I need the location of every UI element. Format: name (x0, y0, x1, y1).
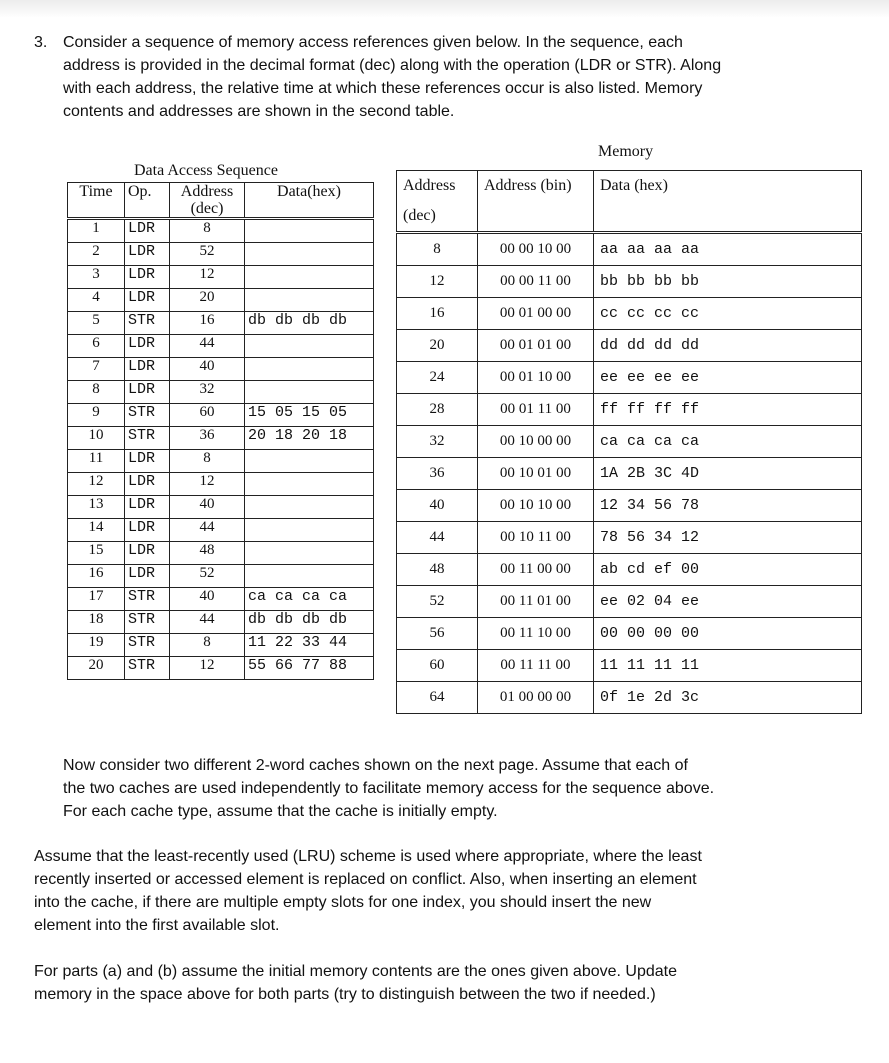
cell-mem-dec: 16 (397, 298, 478, 330)
cell-time: 5 (68, 312, 125, 335)
cell-op: LDR (125, 335, 170, 358)
cell-data (245, 519, 374, 542)
cell-data: 55 66 77 88 (245, 657, 374, 680)
cell-op: LDR (125, 496, 170, 519)
header-mem-data: Data (hex) (594, 171, 862, 233)
cell-address: 44 (170, 519, 245, 542)
cell-data (245, 565, 374, 588)
cell-data: 11 22 33 44 (245, 634, 374, 657)
cell-mem-bin: 00 11 00 00 (478, 554, 594, 586)
cell-op: STR (125, 611, 170, 634)
memory-row (397, 362, 862, 394)
cell-mem-data: aa aa aa aa (594, 233, 862, 266)
cell-mem-bin: 00 10 01 00 (478, 458, 594, 490)
cell-time: 11 (68, 450, 125, 473)
cell-mem-dec: 36 (397, 458, 478, 490)
question-number: 3. (34, 34, 48, 51)
cell-address: 60 (170, 404, 245, 427)
cell-mem-dec: 60 (397, 650, 478, 682)
cell-mem-data: 00 00 00 00 (594, 618, 862, 650)
cell-time: 13 (68, 496, 125, 519)
cell-time: 18 (68, 611, 125, 634)
cell-mem-bin: 00 01 11 00 (478, 394, 594, 426)
sequence-row (68, 473, 374, 496)
memory-row (397, 522, 862, 554)
cell-data: ca ca ca ca (245, 588, 374, 611)
memory-row (397, 266, 862, 298)
cell-op: LDR (125, 519, 170, 542)
cell-time: 15 (68, 542, 125, 565)
sequence-header-row (68, 183, 374, 219)
cell-mem-bin: 00 01 01 00 (478, 330, 594, 362)
memory-row (397, 586, 862, 618)
sequence-row (68, 404, 374, 427)
memory-row (397, 618, 862, 650)
sequence-row (68, 381, 374, 404)
cell-op: LDR (125, 381, 170, 404)
cell-time: 3 (68, 266, 125, 289)
cell-mem-data: ee 02 04 ee (594, 586, 862, 618)
cell-mem-dec: 24 (397, 362, 478, 394)
cell-mem-bin: 00 10 10 00 (478, 490, 594, 522)
cell-op: LDR (125, 358, 170, 381)
memory-row (397, 490, 862, 522)
memory-table (396, 170, 862, 714)
sequence-row (68, 496, 374, 519)
memory-row (397, 394, 862, 426)
cell-mem-data: ab cd ef 00 (594, 554, 862, 586)
cell-op: STR (125, 312, 170, 335)
cell-data (245, 266, 374, 289)
memory-row (397, 458, 862, 490)
cell-time: 12 (68, 473, 125, 496)
cell-address: 40 (170, 496, 245, 519)
cell-mem-dec: 56 (397, 618, 478, 650)
cell-data: 20 18 20 18 (245, 427, 374, 450)
cell-data (245, 335, 374, 358)
cell-mem-bin: 01 00 00 00 (478, 682, 594, 714)
memory-row (397, 554, 862, 586)
sequence-table-caption: Data Access Sequence (134, 162, 278, 179)
memory-row (397, 682, 862, 714)
cell-mem-dec: 52 (397, 586, 478, 618)
cell-mem-bin: 00 00 10 00 (478, 233, 594, 266)
cell-mem-bin: 00 01 00 00 (478, 298, 594, 330)
cell-mem-data: ff ff ff ff (594, 394, 862, 426)
cell-mem-dec: 44 (397, 522, 478, 554)
cell-data: db db db db (245, 312, 374, 335)
sequence-row (68, 358, 374, 381)
cell-data (245, 496, 374, 519)
cell-time: 2 (68, 243, 125, 266)
cell-address: 8 (170, 450, 245, 473)
cell-address: 20 (170, 289, 245, 312)
cell-time: 4 (68, 289, 125, 312)
cell-time: 14 (68, 519, 125, 542)
paragraph-lru: Assume that the least-recently used (LRU) scheme is used where appropriate, where the least recently inserted or accessed element is replaced on conflict. Also, when inserting an element into the cache, if there are multiple empty slots for one index, you should insert the new element into the first available slot. (34, 848, 702, 934)
memory-row (397, 233, 862, 266)
memory-header-row (397, 171, 862, 233)
cell-op: LDR (125, 450, 170, 473)
cell-data (245, 473, 374, 496)
cell-time: 16 (68, 565, 125, 588)
cell-data (245, 289, 374, 312)
cell-address: 16 (170, 312, 245, 335)
header-op: Op. (125, 183, 170, 219)
cell-time: 20 (68, 657, 125, 680)
cell-op: STR (125, 427, 170, 450)
cell-address: 12 (170, 473, 245, 496)
header-address-label: Address (180, 183, 234, 200)
cell-op: STR (125, 657, 170, 680)
cell-address: 48 (170, 542, 245, 565)
cell-mem-data: 1A 2B 3C 4D (594, 458, 862, 490)
cell-mem-dec: 28 (397, 394, 478, 426)
cell-mem-bin: 00 10 11 00 (478, 522, 594, 554)
header-mem-address-label: Address (403, 177, 456, 194)
sequence-row (68, 266, 374, 289)
memory-row (397, 330, 862, 362)
cell-mem-data: dd dd dd dd (594, 330, 862, 362)
sequence-row (68, 450, 374, 473)
cell-address: 8 (170, 219, 245, 243)
cell-address: 12 (170, 266, 245, 289)
cell-mem-dec: 8 (397, 233, 478, 266)
cell-mem-data: cc cc cc cc (594, 298, 862, 330)
cell-address: 12 (170, 657, 245, 680)
sequence-row (68, 219, 374, 243)
sequence-row (68, 542, 374, 565)
data-access-sequence-table (67, 182, 374, 680)
header-mem-address-unit: (dec) (403, 207, 436, 224)
top-shadow (0, 0, 889, 18)
cell-data: db db db db (245, 611, 374, 634)
cell-mem-dec: 12 (397, 266, 478, 298)
cell-mem-bin: 00 11 10 00 (478, 618, 594, 650)
cell-time: 7 (68, 358, 125, 381)
cell-mem-dec: 48 (397, 554, 478, 586)
cell-time: 6 (68, 335, 125, 358)
sequence-row (68, 312, 374, 335)
cell-address: 36 (170, 427, 245, 450)
cell-mem-data: bb bb bb bb (594, 266, 862, 298)
cell-mem-dec: 40 (397, 490, 478, 522)
sequence-row (68, 427, 374, 450)
cell-address: 44 (170, 611, 245, 634)
cell-mem-bin: 00 00 11 00 (478, 266, 594, 298)
sequence-row (68, 519, 374, 542)
sequence-row (68, 588, 374, 611)
cell-address: 8 (170, 634, 245, 657)
cell-data (245, 381, 374, 404)
header-mem-address (397, 171, 478, 233)
cell-time: 9 (68, 404, 125, 427)
cell-address: 52 (170, 565, 245, 588)
cell-data (245, 358, 374, 381)
header-mem-address-bin: Address (bin) (478, 171, 594, 233)
cell-time: 1 (68, 219, 125, 243)
cell-op: STR (125, 634, 170, 657)
cell-op: LDR (125, 289, 170, 312)
paragraph-caches: Now consider two different 2-word caches shown on the next page. Assume that each of the two caches are used independently to facilitate memory access for the sequence above. For each cache type, assume that the cache is initially empty. (63, 757, 715, 820)
cell-op: LDR (125, 219, 170, 243)
cell-mem-bin: 00 01 10 00 (478, 362, 594, 394)
cell-address: 40 (170, 358, 245, 381)
header-data: Data(hex) (245, 183, 374, 219)
header-address-unit: (dec) (190, 200, 224, 217)
cell-data: 15 05 15 05 (245, 404, 374, 427)
cell-mem-data: 0f 1e 2d 3c (594, 682, 862, 714)
sequence-row (68, 657, 374, 680)
cell-address: 32 (170, 381, 245, 404)
cell-data (245, 542, 374, 565)
sequence-row (68, 289, 374, 312)
cell-mem-bin: 00 10 00 00 (478, 426, 594, 458)
memory-row (397, 650, 862, 682)
cell-mem-data: 12 34 56 78 (594, 490, 862, 522)
cell-op: STR (125, 404, 170, 427)
cell-mem-data: 78 56 34 12 (594, 522, 862, 554)
header-address (170, 183, 245, 219)
cell-op: LDR (125, 266, 170, 289)
cell-time: 19 (68, 634, 125, 657)
cell-mem-bin: 00 11 11 00 (478, 650, 594, 682)
sequence-row (68, 634, 374, 657)
sequence-row (68, 611, 374, 634)
cell-op: LDR (125, 473, 170, 496)
cell-mem-data: 11 11 11 11 (594, 650, 862, 682)
header-time: Time (68, 183, 125, 219)
memory-table-caption: Memory (598, 143, 654, 160)
memory-row (397, 426, 862, 458)
paragraph-parts: For parts (a) and (b) assume the initial memory contents are the ones given above. Update memory in the space above for both parts (try to distinguish between the two if needed.) (34, 963, 677, 1003)
cell-address: 44 (170, 335, 245, 358)
cell-op: STR (125, 588, 170, 611)
sequence-row (68, 565, 374, 588)
cell-mem-dec: 64 (397, 682, 478, 714)
cell-time: 10 (68, 427, 125, 450)
cell-address: 40 (170, 588, 245, 611)
cell-op: LDR (125, 542, 170, 565)
sequence-row (68, 243, 374, 266)
cell-data (245, 450, 374, 473)
memory-row (397, 298, 862, 330)
cell-mem-data: ca ca ca ca (594, 426, 862, 458)
cell-mem-dec: 20 (397, 330, 478, 362)
cell-mem-bin: 00 11 01 00 (478, 586, 594, 618)
sequence-row (68, 335, 374, 358)
cell-data (245, 219, 374, 243)
cell-time: 8 (68, 381, 125, 404)
cell-address: 52 (170, 243, 245, 266)
cell-data (245, 243, 374, 266)
cell-op: LDR (125, 243, 170, 266)
cell-mem-dec: 32 (397, 426, 478, 458)
question-intro: Consider a sequence of memory access references given below. In the sequence, each address is provided in the decimal format (dec) along with the operation (LDR or STR). Along with each address, the relative time at which these references occur is also listed. Memory contents and addresses are shown in the second table. (63, 34, 722, 120)
cell-mem-data: ee ee ee ee (594, 362, 862, 394)
cell-time: 17 (68, 588, 125, 611)
cell-op: LDR (125, 565, 170, 588)
